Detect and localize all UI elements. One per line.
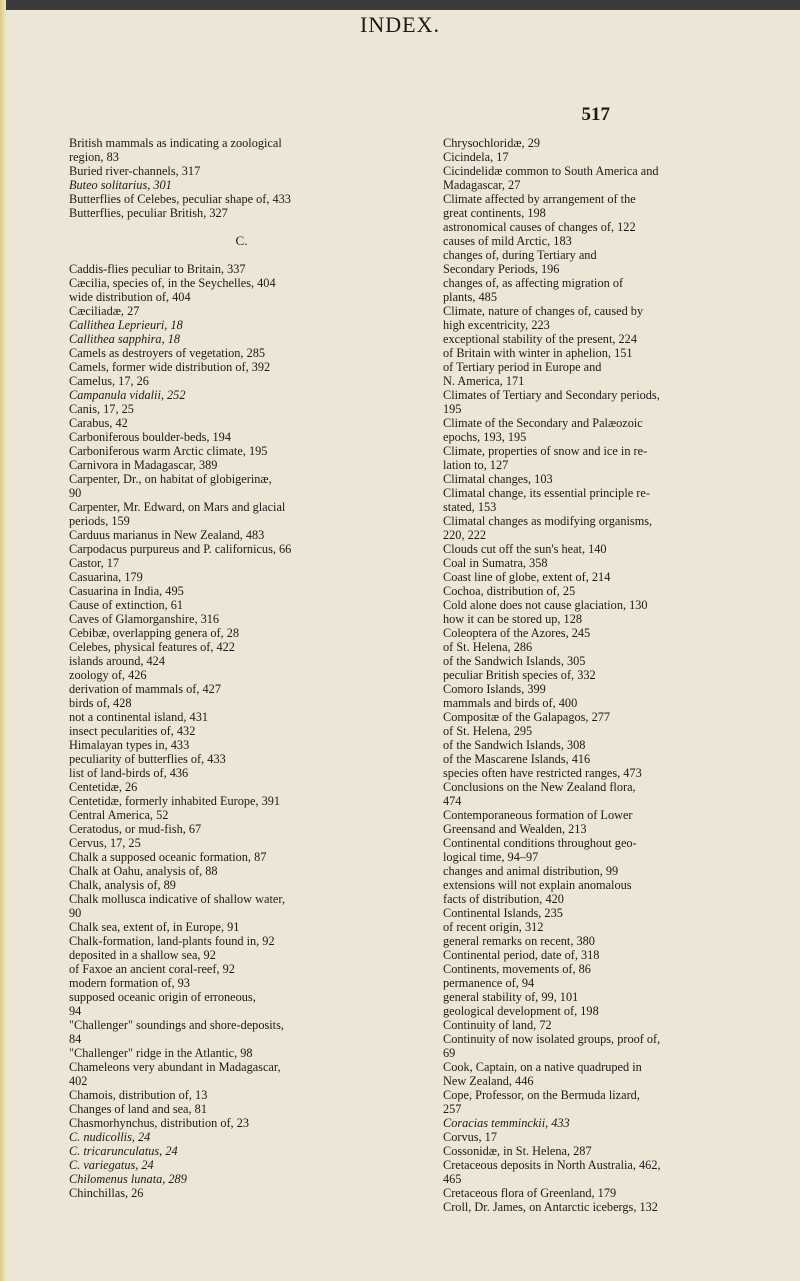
index-entry: Contemporaneous formation of Lower bbox=[443, 808, 633, 822]
index-entry: extensions will not explain anomalous bbox=[443, 878, 632, 892]
index-entry: peculiar British species of, 332 bbox=[443, 668, 596, 682]
index-entry: Conclusions on the New Zealand flora, bbox=[443, 780, 636, 794]
index-entry: Casuarina, 179 bbox=[69, 570, 143, 584]
index-entry: British mammals as indicating a zoological bbox=[69, 136, 282, 150]
index-entry: permanence of, 94 bbox=[443, 976, 535, 990]
index-entry: Himalayan types in, 433 bbox=[69, 738, 190, 752]
index-entry: 474 bbox=[443, 794, 462, 808]
index-entry: Chalk a supposed oceanic formation, 87 bbox=[69, 850, 267, 864]
index-entry: modern formation of, 93 bbox=[69, 976, 190, 990]
index-entry: Cause of extinction, 61 bbox=[69, 598, 184, 612]
index-entry: Carpodacus purpureus and P. californicus, 66 bbox=[69, 542, 292, 556]
index-entry: general remarks on recent, 380 bbox=[443, 934, 595, 948]
index-entry: Chrysochloridæ, 29 bbox=[443, 136, 541, 150]
index-entry: "Challenger" soundings and shore-deposits, bbox=[69, 1018, 284, 1032]
index-entry: Cervus, 17, 25 bbox=[69, 836, 141, 850]
index-entry: species often have restricted ranges, 473 bbox=[443, 766, 642, 780]
index-entry: supposed oceanic origin of erroneous, bbox=[69, 990, 256, 1004]
index-entry: Chamois, distribution of, 13 bbox=[69, 1088, 208, 1102]
index-entry: 195 bbox=[443, 402, 462, 416]
index-entry: how it can be stored up, 128 bbox=[443, 612, 582, 626]
index-entry: changes of, during Tertiary and bbox=[443, 248, 597, 262]
index-entry: Croll, Dr. James, on Antarctic icebergs, 132 bbox=[443, 1200, 658, 1214]
index-entry: Caves of Glamorganshire, 316 bbox=[69, 612, 220, 626]
index-entry: Chinchillas, 26 bbox=[69, 1186, 144, 1200]
index-entry: of Britain with winter in aphelion, 151 bbox=[443, 346, 633, 360]
index-entry: Continental conditions throughout geo- bbox=[443, 836, 637, 850]
index-entry: Canis, 17, 25 bbox=[69, 402, 134, 416]
index-entry: Cope, Professor, on the Bermuda lizard, bbox=[443, 1088, 640, 1102]
index-entry: zoology of, 426 bbox=[69, 668, 147, 682]
scan-top-edge bbox=[0, 0, 800, 10]
index-entry: 402 bbox=[69, 1074, 88, 1088]
index-entry: Chalk at Oahu, analysis of, 88 bbox=[69, 864, 218, 878]
index-entry: Madagascar, 27 bbox=[443, 178, 521, 192]
index-entry: of St. Helena, 286 bbox=[443, 640, 533, 654]
index-entry: C. variegatus, 24 bbox=[69, 1158, 154, 1172]
index-entry: 220, 222 bbox=[443, 528, 487, 542]
index-entry: logical time, 94–97 bbox=[443, 850, 539, 864]
index-entry: Chalk, analysis of, 89 bbox=[69, 878, 176, 892]
index-entry: Cochoa, distribution of, 25 bbox=[443, 584, 576, 598]
index-entry: Carpenter, Mr. Edward, on Mars and glacial bbox=[69, 500, 286, 514]
index-entry: 84 bbox=[69, 1032, 82, 1046]
index-entry: Clouds cut off the sun's heat, 140 bbox=[443, 542, 607, 556]
index-entry: 69 bbox=[443, 1046, 456, 1060]
index-entry: deposited in a shallow sea, 92 bbox=[69, 948, 216, 962]
index-entry: Camels, former wide distribution of, 392 bbox=[69, 360, 271, 374]
index-entry: Chalk-formation, land-plants found in, 92 bbox=[69, 934, 275, 948]
index-entry: Cretaceous deposits in North Australia, 462, bbox=[443, 1158, 661, 1172]
page-number: 517 bbox=[581, 104, 610, 125]
index-entry: Camelus, 17, 26 bbox=[69, 374, 149, 388]
index-entry: of the Mascarene Islands, 416 bbox=[443, 752, 591, 766]
index-entry: high excentricity, 223 bbox=[443, 318, 550, 332]
index-entry: Central America, 52 bbox=[69, 808, 169, 822]
index-entry: Cæcilia, species of, in the Seychelles, 404 bbox=[69, 276, 276, 290]
index-entry: wide distribution of, 404 bbox=[69, 290, 191, 304]
index-entry: Corvus, 17 bbox=[443, 1130, 497, 1144]
index-entry: Coast line of globe, extent of, 214 bbox=[443, 570, 611, 584]
index-entry: Castor, 17 bbox=[69, 556, 120, 570]
index-column-left bbox=[69, 136, 414, 1200]
index-entry: 94 bbox=[69, 1004, 82, 1018]
index-entry: of the Sandwich Islands, 305 bbox=[443, 654, 586, 668]
index-entry: Cretaceous flora of Greenland, 179 bbox=[443, 1186, 617, 1200]
index-entry: Callithea Leprieuri, 18 bbox=[69, 318, 183, 332]
index-entry: Climatal changes as modifying organisms, bbox=[443, 514, 653, 528]
index-entry: Carboniferous boulder-beds, 194 bbox=[69, 430, 231, 444]
index-entry: Chalk sea, extent of, in Europe, 91 bbox=[69, 920, 240, 934]
index-entry: exceptional stability of the present, 224 bbox=[443, 332, 637, 346]
index-entry: Compositæ of the Galapagos, 277 bbox=[443, 710, 611, 724]
index-entry: Buteo solitarius, 301 bbox=[69, 178, 172, 192]
index-entry: Greensand and Wealden, 213 bbox=[443, 822, 587, 836]
index-entry: Cæciliadæ, 27 bbox=[69, 304, 140, 318]
index-entry: Continents, movements of, 86 bbox=[443, 962, 591, 976]
index-entry: of the Sandwich Islands, 308 bbox=[443, 738, 586, 752]
index-entry: C. nudicollis, 24 bbox=[69, 1130, 151, 1144]
index-entry: Coleoptera of the Azores, 245 bbox=[443, 626, 591, 640]
index-entry: Cicindelidæ common to South America and bbox=[443, 164, 659, 178]
index-entry: Camels as destroyers of vegetation, 285 bbox=[69, 346, 266, 360]
index-entry: islands around, 424 bbox=[69, 654, 165, 668]
index-entry: Continental Islands, 235 bbox=[443, 906, 563, 920]
index-entry: Continental period, date of, 318 bbox=[443, 948, 600, 962]
index-entry: Coal in Sumatra, 358 bbox=[443, 556, 548, 570]
index-entry: Ceratodus, or mud-fish, 67 bbox=[69, 822, 202, 836]
index-entry: Cook, Captain, on a native quadruped in bbox=[443, 1060, 642, 1074]
index-entry: Chilomenus lunata, 289 bbox=[69, 1172, 187, 1186]
index-entry: Buried river-channels, 317 bbox=[69, 164, 201, 178]
index-entry: C. tricarunculatus, 24 bbox=[69, 1144, 178, 1158]
index-entry: insect pecularities of, 432 bbox=[69, 724, 196, 738]
index-entry: plants, 485 bbox=[443, 290, 497, 304]
index-entry: Centetidæ, formerly inhabited Europe, 391 bbox=[69, 794, 281, 808]
index-entry: Changes of land and sea, 81 bbox=[69, 1102, 207, 1116]
index-entry: mammals and birds of, 400 bbox=[443, 696, 578, 710]
index-entry: list of land-birds of, 436 bbox=[69, 766, 189, 780]
index-entry: Carduus marianus in New Zealand, 483 bbox=[69, 528, 265, 542]
index-entry: "Challenger" ridge in the Atlantic, 98 bbox=[69, 1046, 253, 1060]
index-entry: of Tertiary period in Europe and bbox=[443, 360, 602, 374]
index-entry: astronomical causes of changes of, 122 bbox=[443, 220, 636, 234]
index-entry: Chameleons very abundant in Madagascar, bbox=[69, 1060, 281, 1074]
index-entry: N. America, 171 bbox=[443, 374, 525, 388]
index-entry: Climate, nature of changes of, caused by bbox=[443, 304, 644, 318]
index-entry: Carpenter, Dr., on habitat of globigerinæ, bbox=[69, 472, 272, 486]
index-entry: periods, 159 bbox=[69, 514, 130, 528]
index-entry: geological development of, 198 bbox=[443, 1004, 599, 1018]
book-page bbox=[0, 10, 800, 1281]
index-entry: Cicindela, 17 bbox=[443, 150, 509, 164]
index-entry: Butterflies of Celebes, peculiar shape of, 433 bbox=[69, 192, 291, 206]
index-entry: Coracias temminckii, 433 bbox=[443, 1116, 570, 1130]
index-entry: changes of, as affecting migration of bbox=[443, 276, 624, 290]
index-entry: derivation of mammals of, 427 bbox=[69, 682, 221, 696]
index-entry: Chalk mollusca indicative of shallow water, bbox=[69, 892, 286, 906]
index-entry: not a continental island, 431 bbox=[69, 710, 208, 724]
index-entry: Climate of the Secondary and Palæozoic bbox=[443, 416, 643, 430]
index-entry: Celebes, physical features of, 422 bbox=[69, 640, 235, 654]
index-entry: 257 bbox=[443, 1102, 462, 1116]
index-entry: Secondary Periods, 196 bbox=[443, 262, 560, 276]
index-entry: Callithea sapphira, 18 bbox=[69, 332, 181, 346]
index-entry: Climate affected by arrangement of the bbox=[443, 192, 636, 206]
index-entry: stated, 153 bbox=[443, 500, 497, 514]
index-entry: Centetidæ, 26 bbox=[69, 780, 138, 794]
index-entry: causes of mild Arctic, 183 bbox=[443, 234, 572, 248]
index-entry: epochs, 193, 195 bbox=[443, 430, 527, 444]
index-entry: Carabus, 42 bbox=[69, 416, 128, 430]
index-entry: Cold alone does not cause glaciation, 130 bbox=[443, 598, 648, 612]
index-entry: Comoro Islands, 399 bbox=[443, 682, 546, 696]
index-entry: great continents, 198 bbox=[443, 206, 546, 220]
index-column-right bbox=[443, 136, 788, 1214]
index-entry: Campanula vidalii, 252 bbox=[69, 388, 186, 402]
running-head: INDEX. bbox=[360, 12, 440, 37]
index-entry: Casuarina in India, 495 bbox=[69, 584, 184, 598]
index-entry: Continuity of now isolated groups, proof of, bbox=[443, 1032, 661, 1046]
index-entry: Climates of Tertiary and Secondary periods, bbox=[443, 388, 660, 402]
index-entry: Climatal changes, 103 bbox=[443, 472, 553, 486]
index-entry: Cebibæ, overlapping genera of, 28 bbox=[69, 626, 240, 640]
index-entry: region, 83 bbox=[69, 150, 119, 164]
index-entry: Chasmorhynchus, distribution of, 23 bbox=[69, 1116, 250, 1130]
index-entry: of Faxoe an ancient coral-reef, 92 bbox=[69, 962, 235, 976]
index-entry: Carboniferous warm Arctic climate, 195 bbox=[69, 444, 268, 458]
index-entry: Climate, properties of snow and ice in re- bbox=[443, 444, 648, 458]
index-entry: lation to, 127 bbox=[443, 458, 509, 472]
index-entry: facts of distribution, 420 bbox=[443, 892, 564, 906]
index-entry: Caddis-flies peculiar to Britain, 337 bbox=[69, 262, 246, 276]
index-entry: Carnivora in Madagascar, 389 bbox=[69, 458, 218, 472]
index-entry: Climatal change, its essential principle re- bbox=[443, 486, 650, 500]
index-entry: Butterflies, peculiar British, 327 bbox=[69, 206, 228, 220]
index-entry: birds of, 428 bbox=[69, 696, 132, 710]
index-entry: 90 bbox=[69, 486, 82, 500]
section-letter: C. bbox=[235, 233, 248, 248]
index-entry: Cossonidæ, in St. Helena, 287 bbox=[443, 1144, 592, 1158]
index-entry: peculiarity of butterflies of, 433 bbox=[69, 752, 226, 766]
index-entry: 465 bbox=[443, 1172, 462, 1186]
index-entry: New Zealand, 446 bbox=[443, 1074, 534, 1088]
index-entry: 90 bbox=[69, 906, 82, 920]
index-entry: Continuity of land, 72 bbox=[443, 1018, 552, 1032]
index-entry: changes and animal distribution, 99 bbox=[443, 864, 619, 878]
index-entry: of St. Helena, 295 bbox=[443, 724, 533, 738]
index-entry: general stability of, 99, 101 bbox=[443, 990, 579, 1004]
index-entry: of recent origin, 312 bbox=[443, 920, 544, 934]
